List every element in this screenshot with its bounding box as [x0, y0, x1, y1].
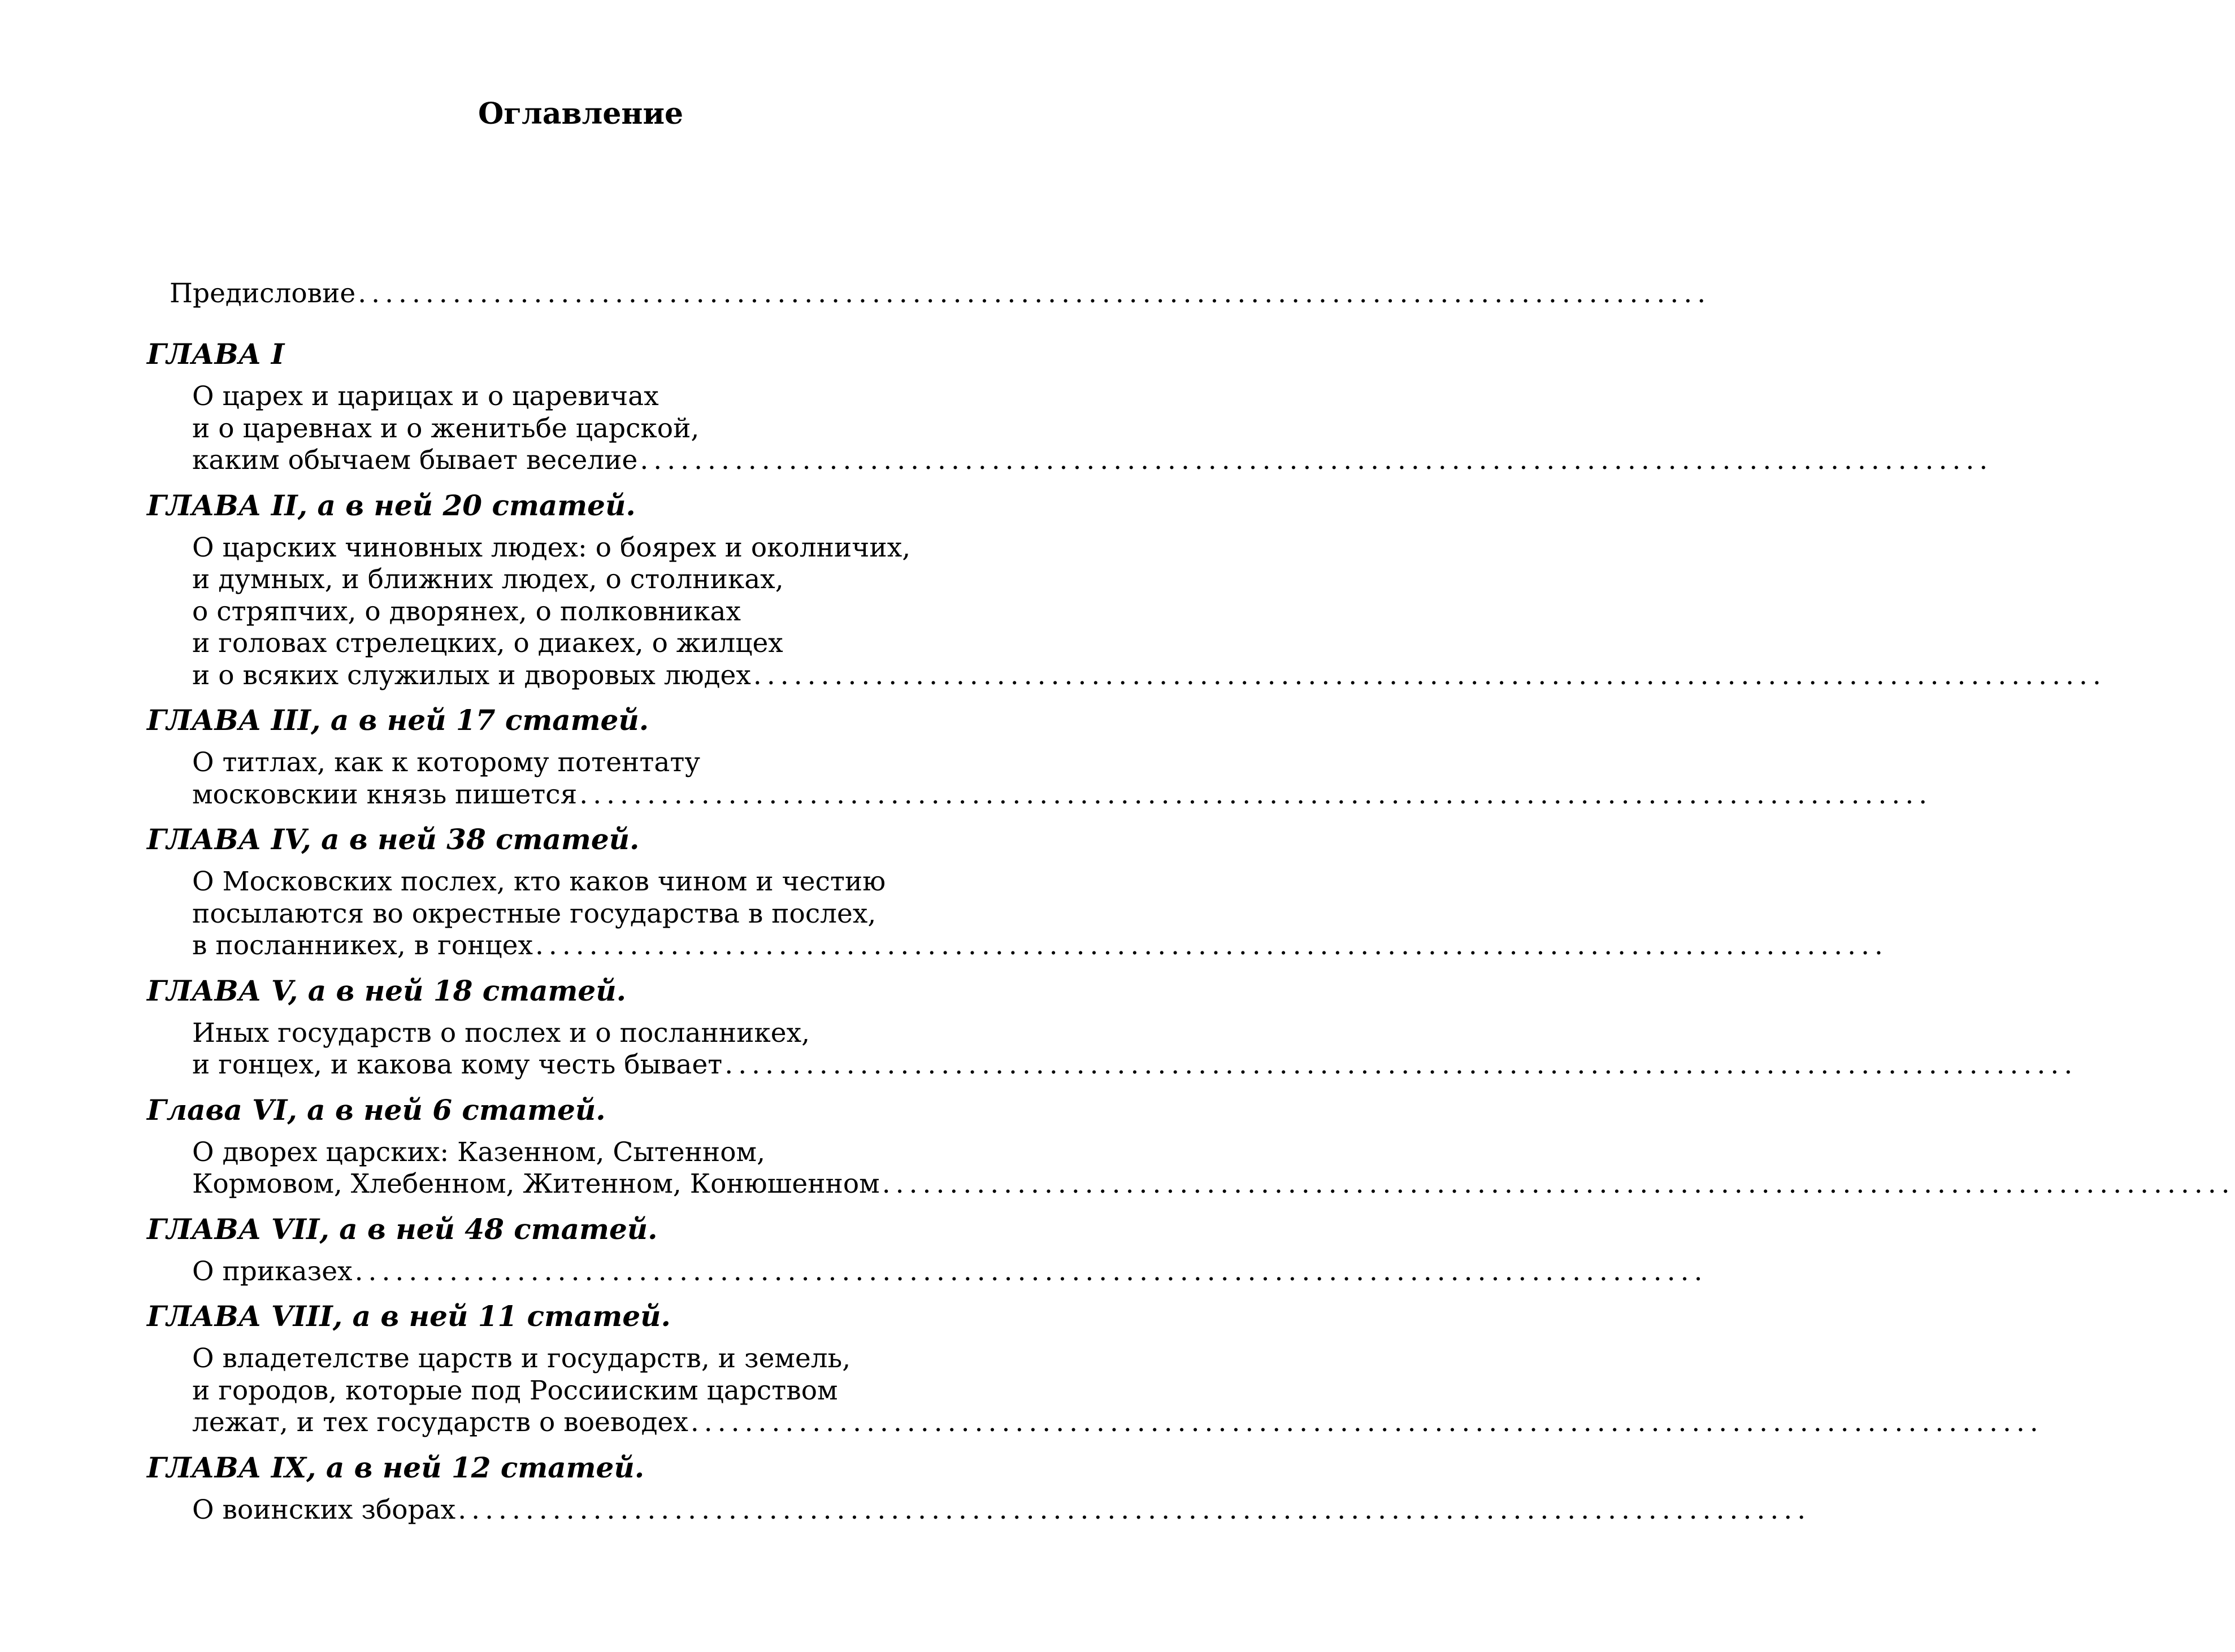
page-title: Оглавление [478, 97, 684, 131]
chapter-heading: ГЛАВА I [147, 337, 285, 371]
chapter-description-last-line [192, 659, 2106, 692]
toc-chapter [147, 1212, 1708, 1288]
chapter-description[interactable] [147, 866, 1888, 962]
chapter-description[interactable] [147, 1343, 2043, 1439]
chapter-heading: ГЛАВА III, а в ней 17 статей. [147, 703, 649, 737]
toc-chapter [147, 337, 1993, 477]
toc-chapter [147, 1093, 2235, 1201]
chapter-description-line: Кормовом, Хлебенном, Житенном, Конюшенном [192, 1168, 880, 1199]
chapter-description-line: и о всяких служилых и дворовых людех [192, 659, 751, 691]
table-of-contents [147, 278, 2235, 1538]
chapter-description-line: О титлах, как к которому потентату [192, 747, 701, 778]
chapter-description[interactable] [147, 747, 1933, 811]
dot-leader: .................................................................................................... [724, 1049, 2078, 1080]
chapter-description-last-line [192, 1255, 1708, 1288]
chapter-list [147, 337, 2235, 1526]
dot-leader: .................................................................................................... [535, 930, 1888, 961]
chapter-description-line: посылаются во окрестные государства в послех, [192, 898, 876, 929]
chapter-description-line: и о царевнах и о женитьбе царской, [192, 412, 700, 444]
chapter-heading: ГЛАВА VII, а в ней 48 статей. [147, 1212, 658, 1246]
chapter-description-last-line [192, 1168, 2235, 1201]
chapter-description[interactable] [147, 1136, 2235, 1201]
dot-leader: .................................................................................................... [640, 445, 1993, 476]
chapter-heading: ГЛАВА II, а в ней 20 статей. [147, 488, 636, 522]
dot-leader: .................................................................................................... [354, 1255, 1708, 1287]
chapter-description-line: и городов, которые под Россииским царством [192, 1375, 838, 1406]
chapter-description-line: О приказех [192, 1255, 353, 1287]
chapter-description[interactable] [147, 381, 1993, 477]
toc-chapter [147, 1450, 1811, 1527]
chapter-heading: ГЛАВА IX, а в ней 12 статей. [147, 1450, 645, 1484]
chapter-description-line: О Московских послех, кто каков чином и честию [192, 866, 886, 897]
toc-chapter [147, 1299, 2043, 1439]
chapter-heading: ГЛАВА VIII, а в ней 11 статей. [147, 1299, 671, 1333]
dot-leader: .................................................................................................... [458, 1494, 1811, 1525]
chapter-description-last-line [192, 1049, 2078, 1081]
chapter-description[interactable] [147, 1255, 1708, 1288]
chapter-description-last-line [192, 1407, 2043, 1439]
chapter-description[interactable] [147, 1494, 1811, 1527]
dot-leader: .................................................................................................... [358, 278, 1711, 309]
chapter-description-line: в посланникех, в гонцех [192, 930, 533, 961]
chapter-description-line: О царех и царицах и о царевичах [192, 381, 659, 412]
chapter-heading: ГЛАВА V, а в ней 18 статей. [147, 973, 626, 1007]
chapter-description-line: Иных государств о послех и о посланникех, [192, 1017, 810, 1049]
chapter-description-line: и думных, и ближних людех, о столниках, [192, 564, 784, 595]
chapter-description-line: каким обычаем бывает веселие [192, 445, 638, 476]
chapter-description-line: О владетелстве царств и государств, и земель, [192, 1343, 851, 1374]
chapter-description-line: о стряпчих, о дворянех, о полковниках [192, 595, 741, 627]
chapter-description[interactable] [147, 1017, 2078, 1081]
chapter-description-last-line [192, 930, 1888, 962]
dot-leader: .................................................................................................... [690, 1407, 2043, 1438]
dot-leader: .................................................................................................... [579, 779, 1933, 810]
toc-chapter [147, 703, 1933, 811]
dot-leader: .................................................................................................... [753, 659, 2106, 691]
chapter-description-line: О воинских зборах [192, 1494, 456, 1525]
toc-chapter [147, 823, 1888, 962]
toc-chapter [147, 973, 2078, 1081]
chapter-heading: Глава VI, а в ней 6 статей. [147, 1093, 606, 1127]
chapter-description-line: и головах стрелецких, о диакех, о жилцех [192, 628, 783, 659]
chapter-description-last-line [192, 779, 1933, 811]
preface-label: Предисловие [170, 278, 356, 309]
chapter-description-line: О дворех царских: Казенном, Сытенном, [192, 1136, 766, 1168]
chapter-description[interactable] [147, 532, 2106, 692]
chapter-heading: ГЛАВА IV, а в ней 38 статей. [147, 823, 640, 856]
toc-entry-preface[interactable] [147, 278, 1711, 310]
chapter-description-line: О царских чиновных людех: о боярех и околничих, [192, 532, 911, 563]
toc-chapter [147, 488, 2106, 692]
chapter-description-last-line [192, 1494, 1811, 1527]
chapter-description-line: лежат, и тех государств о воеводех [192, 1407, 688, 1438]
dot-leader: .................................................................................................... [882, 1168, 2235, 1199]
chapter-description-line: и гонцех, и какова кому честь бывает [192, 1049, 723, 1080]
chapter-description-last-line [192, 445, 1993, 477]
chapter-description-line: московскии князь пишется [192, 779, 578, 810]
